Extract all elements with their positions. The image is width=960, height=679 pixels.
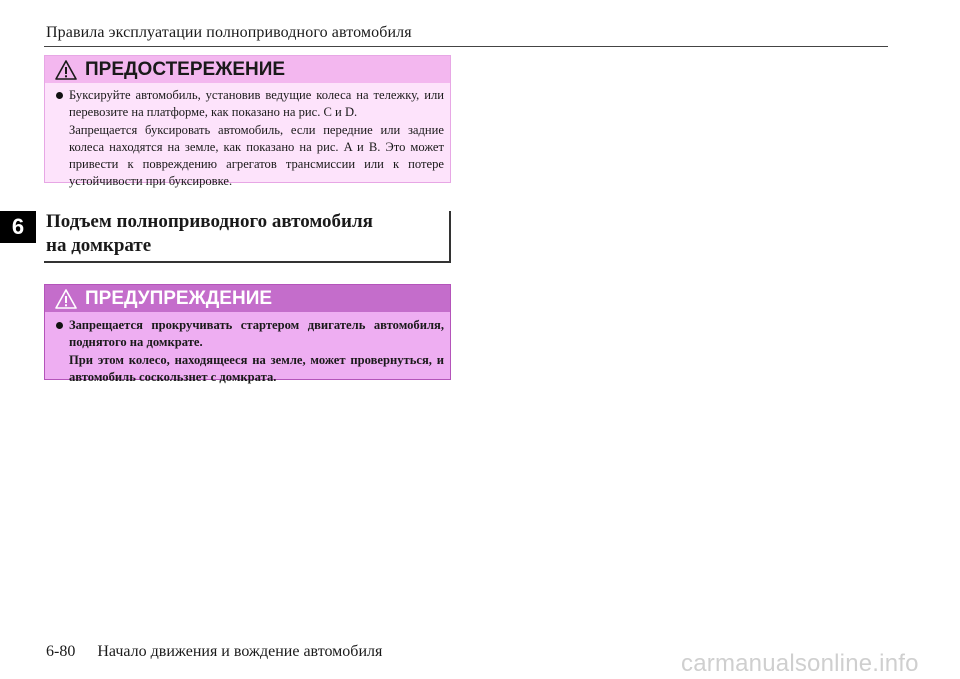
section-heading-line1: Подъем полноприводного автомобиля	[46, 211, 373, 232]
warning-heading: ПРЕДУПРЕЖДЕНИЕ	[85, 287, 273, 309]
warning-box	[44, 284, 451, 384]
footer-chapter-title: Начало движения и вождение автомобиля	[97, 643, 383, 660]
caution-paragraph: Запрещается буксировать автомобиль, если передние или задние колеса находятся на земле, как показано на рис. A и B. Это может привести к повреждению агрегатов трансмиссии или к потере устойчивости при буксировке.	[69, 122, 444, 189]
warning-header	[45, 285, 450, 312]
bullet-dot-icon	[56, 322, 63, 329]
caution-box	[44, 55, 451, 189]
caution-bullet-item	[55, 87, 444, 122]
chapter-tab: 6	[0, 211, 36, 243]
section-heading-line2: на домкрате	[46, 235, 152, 256]
caution-body	[45, 83, 450, 191]
watermark: carmanualsonline.info	[681, 650, 919, 677]
warning-triangle-icon	[55, 60, 77, 80]
section-heading	[46, 210, 446, 258]
page-number: 6-80	[46, 643, 76, 660]
bullet-dot-icon	[56, 92, 63, 99]
section-heading-border-right	[449, 211, 451, 262]
page-footer	[46, 643, 382, 661]
caution-bullet-text: Буксируйте автомобиль, установив ведущие колеса на тележку, или перевозите на платформе, как показано на рис. C и D.	[69, 88, 444, 120]
caution-header	[45, 56, 450, 83]
page-header-title: Правила эксплуатации полноприводного автомобиля	[46, 24, 412, 41]
section-heading-border-bottom	[44, 261, 451, 263]
warning-bullet-item	[55, 317, 444, 352]
warning-body	[45, 312, 450, 386]
warning-triangle-icon	[55, 289, 77, 309]
caution-heading: ПРЕДОСТЕРЕЖЕНИЕ	[85, 58, 286, 80]
warning-paragraph: При этом колесо, находящееся на земле, может провернуться, и автомобиль соскользнет с домкрата.	[69, 352, 444, 384]
header-divider	[44, 46, 888, 47]
warning-bullet-text: Запрещается прокручивать стартером двигатель автомобиля, поднятого на домкрате.	[69, 318, 444, 350]
